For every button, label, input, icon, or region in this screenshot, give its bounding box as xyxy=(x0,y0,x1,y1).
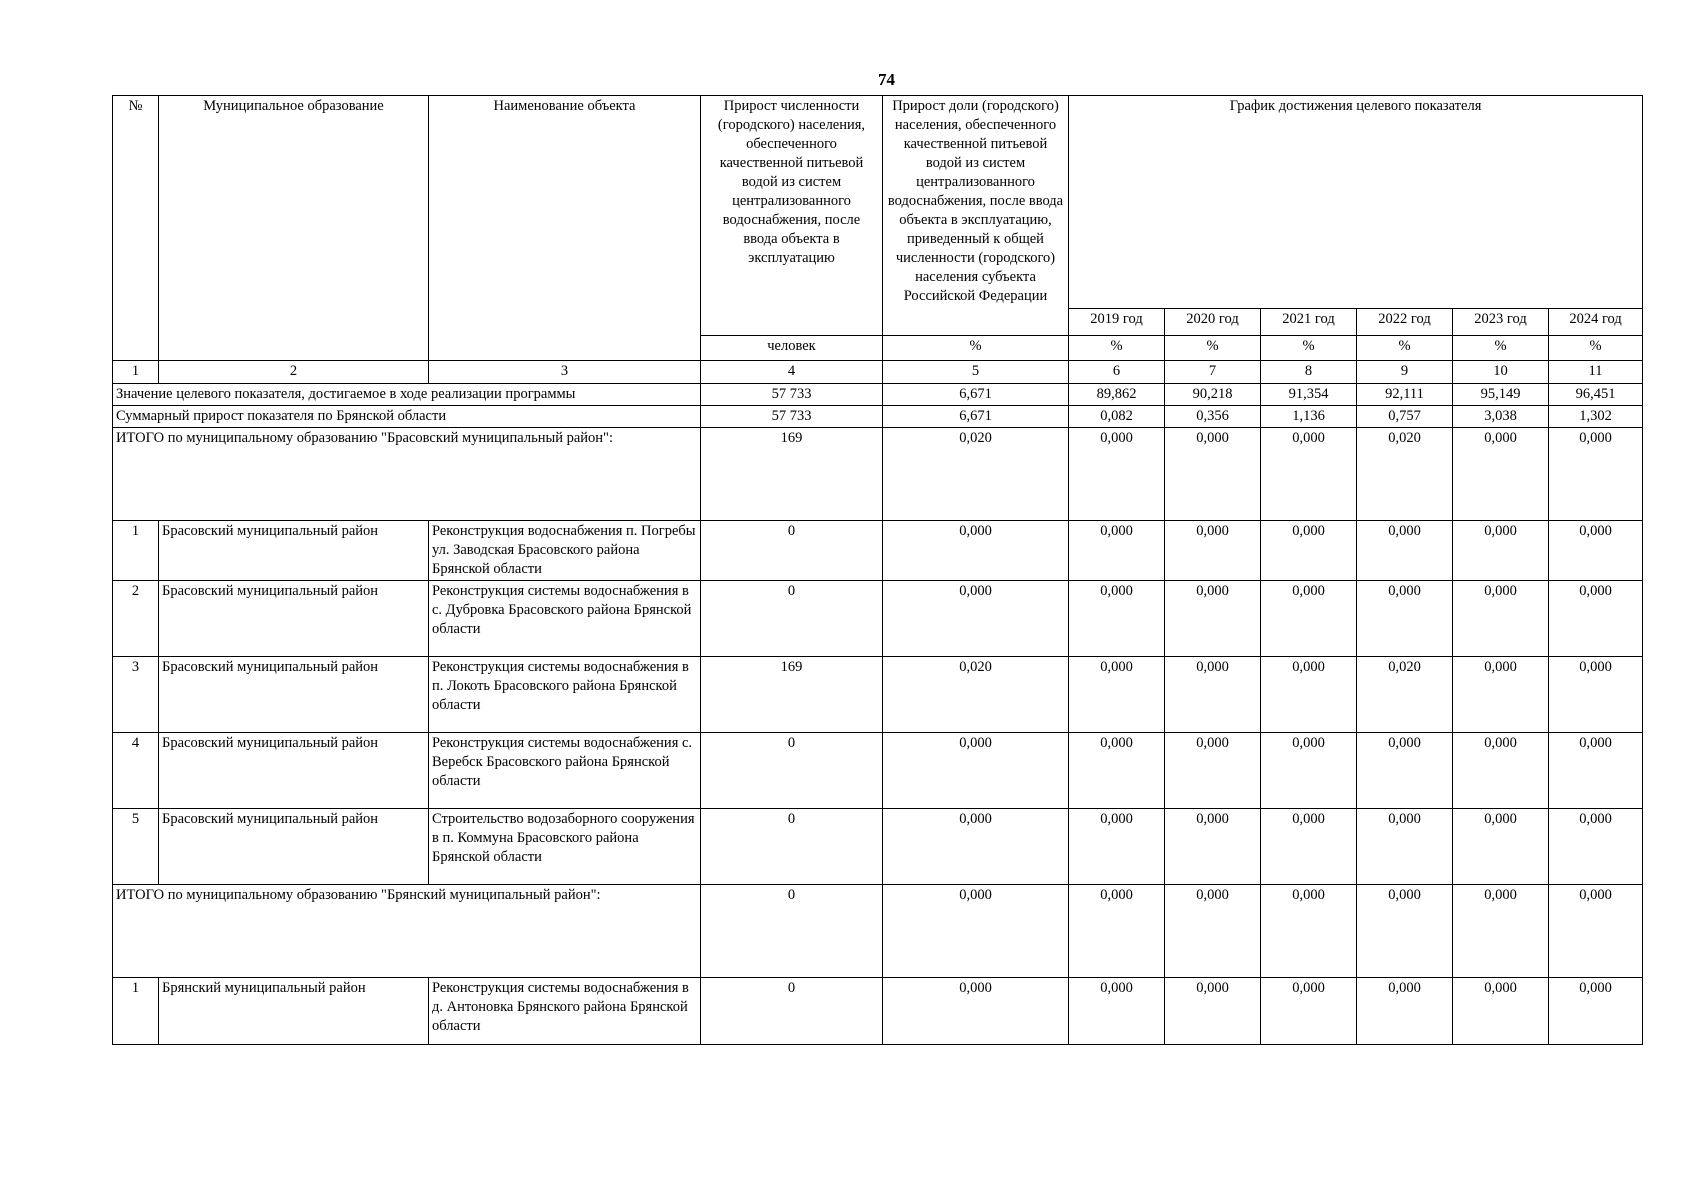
share-value: 0,000 xyxy=(883,521,1069,581)
people-value: 0 xyxy=(701,809,883,885)
year-value: 0,000 xyxy=(1069,428,1165,521)
column-number: 7 xyxy=(1165,361,1261,384)
year-value: 0,000 xyxy=(1357,581,1453,657)
unit-people: человек xyxy=(701,336,883,361)
target-indicator-table xyxy=(112,95,1643,1045)
column-number: 1 xyxy=(113,361,159,384)
people-value: 0 xyxy=(701,978,883,1045)
people-value: 169 xyxy=(701,657,883,733)
column-number: 2 xyxy=(159,361,429,384)
year-unit: % xyxy=(1549,336,1643,361)
year-value: 0,000 xyxy=(1165,428,1261,521)
header-growth-share: Прирост доли (городского) населения, обеспеченного качественной питьевой водой из систем централизованного водоснабжения, после ввода объекта в эксплуатацию, приведенный к общей численности (городского) населения субъекта Российской Федерации xyxy=(883,96,1069,336)
header-growth-population: Прирост численности (городского) населения, обеспеченного качественной питьевой водой из систем централизованного водоснабжения, после ввода объекта в эксплуатацию xyxy=(701,96,883,336)
share-value: 6,671 xyxy=(883,406,1069,428)
people-value: 57 733 xyxy=(701,384,883,406)
year-value: 0,000 xyxy=(1165,657,1261,733)
year-value: 0,356 xyxy=(1165,406,1261,428)
year-value: 96,451 xyxy=(1549,384,1643,406)
row-number: 1 xyxy=(113,521,159,581)
object-name: Реконструкция водоснабжения п. Погребы ул. Заводская Брасовского района Брянской области xyxy=(429,521,701,581)
people-value: 57 733 xyxy=(701,406,883,428)
year-unit: % xyxy=(1069,336,1165,361)
share-value: 6,671 xyxy=(883,384,1069,406)
municipality-total-row xyxy=(113,428,1643,521)
people-value: 169 xyxy=(701,428,883,521)
header-municipality: Муниципальное образование xyxy=(159,96,429,361)
total-label: ИТОГО по муниципальному образованию "Брасовский муниципальный район": xyxy=(113,428,701,521)
year-value: 0,000 xyxy=(1261,428,1357,521)
year-value: 92,111 xyxy=(1357,384,1453,406)
header-year: 2019 год xyxy=(1069,309,1165,336)
year-value: 3,038 xyxy=(1453,406,1549,428)
header-year: 2022 год xyxy=(1357,309,1453,336)
column-number: 6 xyxy=(1069,361,1165,384)
target-value-row xyxy=(113,384,1643,406)
year-value: 0,000 xyxy=(1549,885,1643,978)
share-value: 0,000 xyxy=(883,809,1069,885)
year-value: 0,000 xyxy=(1069,885,1165,978)
total-label: ИТОГО по муниципальному образованию "Брянский муниципальный район": xyxy=(113,885,701,978)
municipality-name: Брянский муниципальный район xyxy=(159,978,429,1045)
object-name: Реконструкция системы водоснабжения в п. Локоть Брасовского района Брянской области xyxy=(429,657,701,733)
unit-percent: % xyxy=(883,336,1069,361)
year-value: 0,020 xyxy=(1357,657,1453,733)
column-number: 10 xyxy=(1453,361,1549,384)
year-value: 0,000 xyxy=(1165,978,1261,1045)
year-value: 0,000 xyxy=(1453,809,1549,885)
share-value: 0,000 xyxy=(883,885,1069,978)
header-year: 2023 год xyxy=(1453,309,1549,336)
municipality-name: Брасовский муниципальный район xyxy=(159,521,429,581)
year-unit: % xyxy=(1453,336,1549,361)
year-value: 1,136 xyxy=(1261,406,1357,428)
year-value: 0,000 xyxy=(1069,657,1165,733)
year-value: 0,000 xyxy=(1165,809,1261,885)
header-row xyxy=(113,96,1643,309)
row-number: 2 xyxy=(113,581,159,657)
object-name: Реконструкция системы водоснабжения с. Веребск Брасовского района Брянской области xyxy=(429,733,701,809)
year-value: 0,000 xyxy=(1453,733,1549,809)
year-value: 0,000 xyxy=(1357,733,1453,809)
object-row xyxy=(113,581,1643,657)
year-value: 0,000 xyxy=(1549,657,1643,733)
people-value: 0 xyxy=(701,885,883,978)
year-value: 95,149 xyxy=(1453,384,1549,406)
object-row xyxy=(113,978,1643,1045)
total-growth-row xyxy=(113,406,1643,428)
year-value: 0,000 xyxy=(1357,978,1453,1045)
column-number: 8 xyxy=(1261,361,1357,384)
row-number: 1 xyxy=(113,978,159,1045)
year-value: 0,000 xyxy=(1549,428,1643,521)
column-number: 4 xyxy=(701,361,883,384)
year-value: 0,000 xyxy=(1069,733,1165,809)
year-value: 0,000 xyxy=(1165,733,1261,809)
year-value: 0,000 xyxy=(1453,581,1549,657)
header-year: 2020 год xyxy=(1165,309,1261,336)
row-number: 5 xyxy=(113,809,159,885)
year-value: 0,000 xyxy=(1357,809,1453,885)
municipality-name: Брасовский муниципальный район xyxy=(159,809,429,885)
people-value: 0 xyxy=(701,733,883,809)
object-name: Реконструкция системы водоснабжения в д. Антоновка Брянского района Брянской области xyxy=(429,978,701,1045)
year-value: 0,000 xyxy=(1165,521,1261,581)
header-year: 2024 год xyxy=(1549,309,1643,336)
year-value: 0,000 xyxy=(1549,809,1643,885)
year-value: 0,000 xyxy=(1453,428,1549,521)
share-value: 0,020 xyxy=(883,657,1069,733)
object-row xyxy=(113,521,1643,581)
year-value: 0,000 xyxy=(1069,521,1165,581)
row-label: Значение целевого показателя, достигаемое в ходе реализации программы xyxy=(113,384,701,406)
year-value: 0,000 xyxy=(1261,657,1357,733)
year-value: 0,000 xyxy=(1453,521,1549,581)
municipality-total-row xyxy=(113,885,1643,978)
year-value: 0,000 xyxy=(1357,521,1453,581)
column-numbers-row xyxy=(113,361,1643,384)
year-value: 0,000 xyxy=(1549,978,1643,1045)
year-unit: % xyxy=(1261,336,1357,361)
year-value: 0,000 xyxy=(1069,809,1165,885)
year-value: 0,000 xyxy=(1261,809,1357,885)
row-label: Суммарный прирост показателя по Брянской области xyxy=(113,406,701,428)
year-value: 0,000 xyxy=(1453,978,1549,1045)
municipality-name: Брасовский муниципальный район xyxy=(159,733,429,809)
year-value: 0,000 xyxy=(1261,733,1357,809)
header-schedule: График достижения целевого показателя xyxy=(1069,96,1643,309)
year-value: 0,000 xyxy=(1165,581,1261,657)
year-value: 0,000 xyxy=(1261,978,1357,1045)
people-value: 0 xyxy=(701,581,883,657)
year-value: 0,000 xyxy=(1069,581,1165,657)
year-value: 0,000 xyxy=(1549,521,1643,581)
column-number: 3 xyxy=(429,361,701,384)
header-year: 2021 год xyxy=(1261,309,1357,336)
share-value: 0,020 xyxy=(883,428,1069,521)
year-unit: % xyxy=(1165,336,1261,361)
object-row xyxy=(113,657,1643,733)
year-value: 0,000 xyxy=(1549,581,1643,657)
object-row xyxy=(113,733,1643,809)
column-number: 9 xyxy=(1357,361,1453,384)
year-value: 0,000 xyxy=(1453,885,1549,978)
year-value: 0,000 xyxy=(1261,521,1357,581)
year-value: 0,000 xyxy=(1549,733,1643,809)
municipality-name: Брасовский муниципальный район xyxy=(159,657,429,733)
year-value: 90,218 xyxy=(1165,384,1261,406)
year-value: 0,000 xyxy=(1069,978,1165,1045)
object-row xyxy=(113,809,1643,885)
year-value: 89,862 xyxy=(1069,384,1165,406)
year-value: 0,000 xyxy=(1261,885,1357,978)
share-value: 0,000 xyxy=(883,978,1069,1045)
year-unit: % xyxy=(1357,336,1453,361)
year-value: 0,757 xyxy=(1357,406,1453,428)
column-number: 5 xyxy=(883,361,1069,384)
year-value: 0,000 xyxy=(1453,657,1549,733)
header-object: Наименование объекта xyxy=(429,96,701,361)
row-number: 3 xyxy=(113,657,159,733)
year-value: 1,302 xyxy=(1549,406,1643,428)
year-value: 0,000 xyxy=(1261,581,1357,657)
year-value: 0,020 xyxy=(1357,428,1453,521)
object-name: Реконструкция системы водоснабжения в с. Дубровка Брасовского района Брянской области xyxy=(429,581,701,657)
page-number: 74 xyxy=(878,70,895,89)
row-number: 4 xyxy=(113,733,159,809)
object-name: Строительство водозаборного сооружения в п. Коммуна Брасовского района Брянской области xyxy=(429,809,701,885)
year-value: 0,082 xyxy=(1069,406,1165,428)
share-value: 0,000 xyxy=(883,733,1069,809)
header-no: № xyxy=(113,96,159,361)
year-value: 0,000 xyxy=(1357,885,1453,978)
year-value: 0,000 xyxy=(1165,885,1261,978)
municipality-name: Брасовский муниципальный район xyxy=(159,581,429,657)
people-value: 0 xyxy=(701,521,883,581)
column-number: 11 xyxy=(1549,361,1643,384)
share-value: 0,000 xyxy=(883,581,1069,657)
year-value: 91,354 xyxy=(1261,384,1357,406)
